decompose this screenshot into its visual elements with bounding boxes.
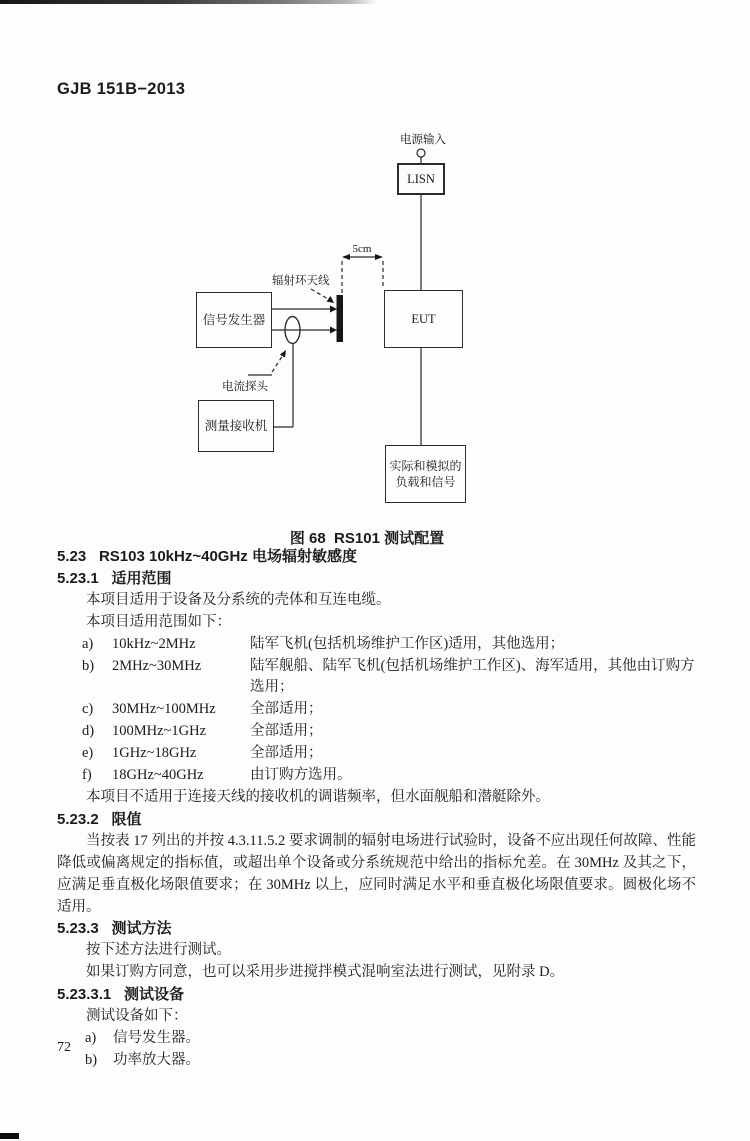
paragraph-scope-exception: 本项目不适用于连接天线的接收机的调谐频率，但水面舰船和潜艇除外。 xyxy=(86,788,550,805)
item-text: 信号发生器。 xyxy=(113,1029,200,1046)
section-number: 5.23.1 xyxy=(57,569,99,587)
section-title: 测试方法 xyxy=(111,920,172,938)
section-number: 5.23.3 xyxy=(57,920,99,938)
current-probe-label: 电流探头 xyxy=(222,381,268,393)
list-item xyxy=(82,721,696,743)
paragraph-scope-1: 本项目适用于设备及分系统的壳体和互连电缆。 xyxy=(86,591,391,608)
section-heading-5-23 xyxy=(57,546,696,568)
item-description: 陆军舰船、陆军飞机(包括机场维护工作区)、海军适用，其他由订购方选用； xyxy=(250,657,695,696)
item-frequency: 100MHz~1GHz xyxy=(112,723,207,740)
diagram-lines xyxy=(0,0,750,530)
lisn-label: LISN xyxy=(407,172,435,186)
list-item xyxy=(82,743,696,765)
item-description: 由订购方选用。 xyxy=(250,767,352,784)
lisn-box xyxy=(397,163,445,195)
item-frequency: 10kHz~2MHz xyxy=(112,635,196,652)
paragraph-method-1: 按下述方法进行测试。 xyxy=(86,942,231,959)
equipment-list xyxy=(85,1028,696,1072)
item-description: 陆军飞机(包括机场维护工作区)适用，其他选用； xyxy=(250,635,565,652)
loop-antenna-label: 辐射环天线 xyxy=(272,275,330,287)
item-frequency: 1GHz~18GHz xyxy=(112,745,197,762)
document-header: GJB 151B−2013 xyxy=(57,80,186,98)
list-item xyxy=(85,1050,696,1072)
item-marker: c) xyxy=(82,701,94,718)
figure-rs101-test-setup xyxy=(0,0,750,530)
section-heading-5-23-2 xyxy=(57,809,696,831)
body-text xyxy=(57,546,696,1072)
list-item xyxy=(82,634,696,656)
figure-caption: 图 68 RS101 测试配置 xyxy=(289,530,445,547)
item-text: 功率放大器。 xyxy=(113,1051,200,1068)
item-marker: e) xyxy=(82,745,94,762)
item-marker: a) xyxy=(85,1029,97,1046)
page-number: 72 xyxy=(57,1040,71,1055)
list-item xyxy=(85,1028,696,1050)
paragraph-method-2: 如果订购方同意，也可以采用步进搅拌模式混响室法进行测试，见附录 D。 xyxy=(86,964,565,981)
frequency-range-list xyxy=(82,634,696,787)
section-number: 5.23.3.1 xyxy=(57,986,112,1004)
item-marker: d) xyxy=(82,723,95,740)
section-title: 测试设备 xyxy=(123,986,184,1004)
item-marker: b) xyxy=(85,1051,98,1068)
section-number: 5.23.2 xyxy=(57,810,99,828)
loop-antenna-bar xyxy=(337,295,344,342)
signal-generator-label: 信号发生器 xyxy=(202,313,266,327)
section-heading-5-23-3-1 xyxy=(57,984,696,1006)
measuring-receiver-label: 测量接收机 xyxy=(204,419,268,433)
item-marker: a) xyxy=(82,635,94,652)
item-frequency: 2MHz~30MHz xyxy=(112,657,202,674)
measuring-receiver-box xyxy=(198,400,274,452)
section-heading-5-23-1 xyxy=(57,568,696,590)
list-item xyxy=(82,765,696,787)
item-description: 全部适用； xyxy=(250,745,323,762)
power-input-label: 电源输入 xyxy=(400,134,446,146)
item-marker: b) xyxy=(82,657,95,674)
eut-box xyxy=(384,290,463,348)
item-frequency: 30MHz~100MHz xyxy=(112,701,216,718)
section-title: 适用范围 xyxy=(111,569,172,587)
load-signal-box xyxy=(385,445,466,503)
list-item xyxy=(82,656,696,700)
distance-label: 5cm xyxy=(352,243,372,255)
item-description: 全部适用； xyxy=(250,723,323,740)
signal-generator-box xyxy=(196,292,272,348)
scan-artifact-bottom xyxy=(0,1133,19,1139)
paragraph-scope-2: 本项目适用范围如下： xyxy=(86,613,231,630)
item-description: 全部适用； xyxy=(250,701,323,718)
section-title: RS103 10kHz~40GHz 电场辐射敏感度 xyxy=(98,548,357,565)
item-marker: f) xyxy=(82,767,92,784)
item-frequency: 18GHz~40GHz xyxy=(112,767,204,784)
eut-label: EUT xyxy=(411,312,436,326)
load-signal-label-line2: 负载和信号 xyxy=(395,475,456,489)
section-heading-5-23-3 xyxy=(57,918,696,940)
list-item xyxy=(82,699,696,721)
section-number: 5.23 xyxy=(57,548,87,565)
section-title: 限值 xyxy=(111,810,142,828)
paragraph-limit: 当按表 17 列出的并按 4.3.11.5.2 要求调制的辐射电场进行试验时，设备不应出现任何故障、性能降低或偏离规定的指标值，或超出单个设备或分系统规范中给出的指标允差。在 30MHz 及其之下，应满足垂直极化场限值要求；在 30MHz 以上，应同时满足水平和垂直极化场限值要求。圆极化场不适用。 xyxy=(57,832,696,915)
load-signal-label-line1: 实际和模拟的 xyxy=(389,459,462,473)
paragraph-equipment-intro: 测试设备如下： xyxy=(86,1008,188,1025)
